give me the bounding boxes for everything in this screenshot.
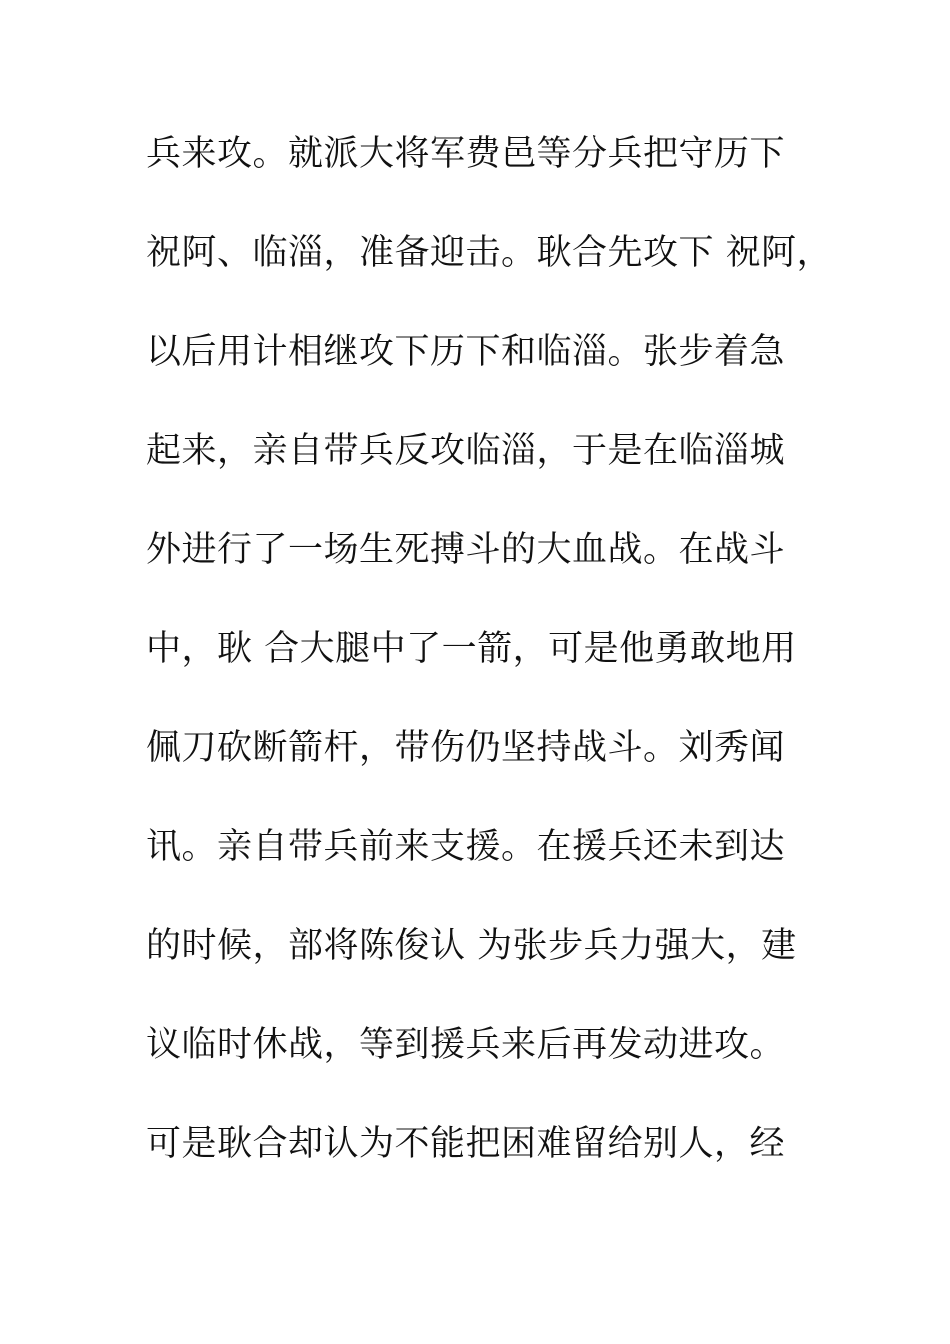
- text-line: 兵来攻。就派大将军费邑等分兵把守历下: [146, 134, 786, 174]
- text-line: 中，耿 合大腿中了一箭，可是他勇敢地用: [146, 629, 797, 669]
- text-line: 外进行了一场生死搏斗的大血战。在战斗: [146, 530, 786, 570]
- text-line: 佩刀砍断箭杆，带伤仍坚持战斗。刘秀闻: [146, 728, 786, 768]
- text-line: 以后用计相继攻下历下和临淄。张步着急: [146, 332, 786, 372]
- text-line: 可是耿合却认为不能把困难留给别人，经: [146, 1124, 786, 1164]
- text-line: 祝阿、临淄，准备迎击。耿合先攻下 祝阿，: [146, 233, 833, 273]
- text-line: 起来，亲自带兵反攻临淄，于是在临淄城: [146, 431, 786, 471]
- text-line: 的时候，部将陈俊认 为张步兵力强大，建: [146, 926, 797, 966]
- body-text: [146, 124, 846, 1213]
- text-line: 议临时休战，等到援兵来后再发动进攻。: [146, 1025, 786, 1065]
- text-line: 讯。亲自带兵前来支援。在援兵还未到达: [146, 827, 786, 867]
